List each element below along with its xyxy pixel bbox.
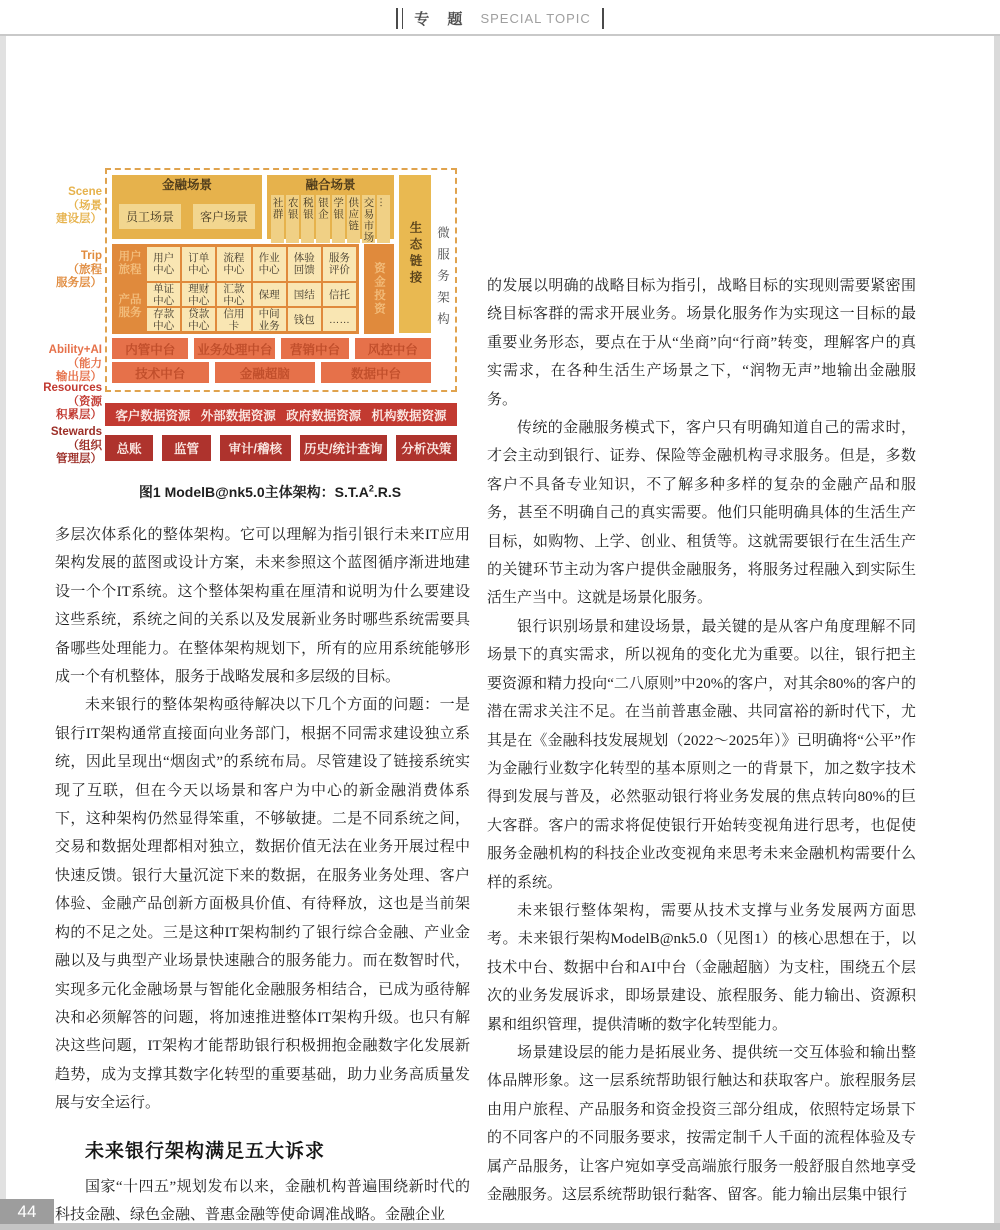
journey-cell: 服务评价 [323, 247, 356, 281]
layer-label-en: Stewards [50, 426, 102, 438]
layer-label-ability [40, 344, 102, 385]
resource-item: 机构数据资源 [371, 408, 447, 423]
journey-cell: 作业中心 [253, 247, 286, 281]
fusion-column-label: 供应链 [347, 197, 360, 232]
body-paragraph: 的发展以明确的战略目标为指引，战略目标的实现则需要紧密围绕目标客群的需求开展业务。场景化服务作为实现这一目标的最重要业务形态，要点在于从“坐商”向“行商”转变，理解客户的真实需求，在各种生活生产场景之下，“润物无声”地输出金融服务。 [487, 278, 916, 408]
ability-row-2 [112, 362, 431, 383]
body-paragraph: 场景建设层的能力是拓展业务、提供统一交互体验和输出整体品牌形象。这一层系统帮助银行触达和获取客户。旅程服务层由用户旅程、产品服务和资金投资三部分组成，依照特定场景下的不同客户的不同服务要求，按需定制千人千面的流程体验及专属产品服务，让客户宛如享受高端旅行服务一般舒服自然地享受金融服务。这层系统帮助银行黏客、留客。能力输出层集中银行 [487, 1044, 916, 1203]
steward-block: 分析决策 [396, 435, 457, 461]
ability-block: 内管中台 [112, 338, 188, 359]
product-cell: 贷款中心 [182, 308, 215, 331]
architecture-main-area [112, 175, 431, 385]
product-cell: …… [323, 308, 356, 331]
fusion-column-label: 税银 [301, 197, 314, 220]
resource-item: 政府数据资源 [286, 408, 362, 423]
eco-link-column [399, 175, 431, 333]
left-text-column [55, 521, 470, 1229]
ability-block: 营销中台 [281, 338, 348, 359]
fusion-column [332, 195, 345, 243]
product-cell: 存款中心 [147, 308, 180, 331]
body-paragraph: 国家“十四五”规划发布以来，金融机构普遍围绕新时代的科技金融、绿色金融、普惠金融等使命调准战略。金融企业 [55, 1178, 470, 1223]
financial-scene-block [112, 175, 262, 239]
fusion-scene-title: 融合场景 [305, 178, 356, 192]
header-single-bar-icon [602, 8, 604, 29]
scene-cell: 员工场景 [119, 204, 181, 229]
fusion-column-label: 银企 [316, 197, 329, 220]
fusion-column-label: 学银 [332, 197, 345, 220]
right-text-column [487, 272, 916, 1209]
layer-label-trip [40, 250, 102, 291]
figure-caption-text: 图1 ModelB@nk5.0主体架构：S.T.A [138, 484, 369, 500]
fusion-scene-columns [271, 195, 390, 243]
trip-layer-row [112, 244, 394, 334]
product-cell: 信托 [323, 283, 356, 306]
layer-label-en: Trip [80, 250, 102, 262]
page-edge-right [994, 36, 1000, 1230]
product-cell: 国结 [288, 283, 321, 306]
figure-caption-sup: 2 [368, 483, 374, 494]
micro-service-column [435, 175, 450, 385]
header-title-zh: 专 题 [414, 10, 470, 28]
product-cell: 钱包 [288, 308, 321, 331]
fusion-column [301, 195, 314, 243]
figure-caption [70, 482, 470, 502]
fusion-column [377, 195, 390, 243]
layer-label-zh: （组织 [67, 439, 102, 452]
layer-label-en: Scene [68, 186, 102, 198]
scene-trip-area [112, 175, 431, 333]
fusion-column [286, 195, 299, 243]
fusion-column-label: 交易市场 [362, 197, 375, 243]
resource-item: 外部数据资源 [200, 408, 276, 423]
product-cell: 理财中心 [182, 283, 215, 306]
product-cell: 信用卡 [217, 308, 250, 331]
layer-label-zh: （能力 [67, 357, 102, 370]
micro-service-label: 微服务架构 [435, 226, 450, 334]
layer-label-en: Resources [43, 382, 102, 394]
ability-block: 风控中台 [355, 338, 431, 359]
body-paragraph: 未来银行整体架构，需要从技术支撑与业务发展两方面思考。未来银行架构ModelB@nk5.0（见图1）的核心思想在于，以技术中台、数据中台和AI中台（金融超脑）为支柱，围绕五个层次的业务发展诉求，即场景建设、旅程服务、能力输出、资源积累和组织管理，提供清晰的数字化转型能力。 [487, 902, 916, 1033]
ability-block: 业务处理中台 [194, 338, 275, 359]
steward-block: 总账 [105, 435, 153, 461]
product-cell: 保理 [253, 283, 286, 306]
stewards-layer-row [105, 435, 457, 461]
scene-layer-row [112, 175, 394, 243]
fusion-column-label: … [377, 197, 390, 209]
layer-label-resources [40, 382, 102, 423]
layer-label-zh: （旅程 [67, 263, 102, 276]
body-paragraph: 传统的金融服务模式下，客户只有明确知道自己的需求时，才会主动到银行、证券、保险等金融机构寻求服务。但是，多数客户不具备专业知识，不了解多种多样的复杂的金融产品和服务，甚至不明确自己的真实需要。他们只能明确具体的生活生产目标，如购物、上学、创业、租赁等。这就需要银行在生活生产的关键环节主动为客户提供金融服务，将服务过程融入到实际生活生产当中。这就是场景化服务。 [487, 420, 916, 607]
fusion-column [347, 195, 360, 243]
journey-cell: 流程中心 [217, 247, 250, 281]
layer-label-zh: 建设层） [56, 213, 102, 225]
financial-scene-cells [119, 193, 255, 239]
resource-item: 客户数据资源 [115, 408, 191, 423]
layer-label-zh: 积累层） [56, 409, 102, 421]
header-title-en: SPECIAL TOPIC [480, 10, 591, 26]
journey-cell: 订单中心 [182, 247, 215, 281]
layer-label-zh: 服务层） [56, 277, 102, 289]
figure-caption-text: .R.S [373, 484, 402, 500]
layer-label-zh: （资源 [67, 395, 102, 408]
journey-cell: 体验回馈 [288, 247, 321, 281]
ability-block: 数据中台 [321, 362, 431, 383]
funds-investment-column [364, 244, 394, 334]
resources-layer-bar [105, 403, 457, 426]
body-paragraph: 未来银行的整体架构亟待解决以下几个方面的问题：一是银行IT架构通常直接面向业务部门，根据不同需求建设独立系统，因此呈现出“烟囱式”的系统布局。尽管建设了链接系统实现了互联，但在今天以场景和客户为中心的新金融消费体系下，这种架构仍然显得笨重，不够敏捷。二是不同系统之间，交易和数据处理都相对独立，数据价值无法在业务开展过程中快速反馈。银行大量沉淀下来的数据，在服务业务处理、客户体验、金融产品创新方面极具价值、有待释放，这也是当前架构的不足之处。三是这种IT架构制约了银行综合金融、产业金融以及与典型产业场景快速融合的服务能力。而在数智时代，实现多元化金融场景与智能化金融服务相结合，已成为亟待解决和必须解答的问题，将加速推进整体IT架构升级。也只有解决这些问题，IT架构才能帮助银行积极拥抱金融数字化发展新趋势，成为支撑其数字化转型的重要基础，助力业务高质量发展与安全运行。 [55, 697, 470, 1112]
header-rule [0, 34, 1000, 36]
layer-label-zh: （场景 [67, 199, 102, 212]
financial-scene-title: 金融场景 [161, 178, 212, 192]
layer-label-scene [40, 186, 102, 227]
fusion-column [362, 195, 375, 243]
body-paragraph: 银行识别场景和建设场景，最关键的是从客户角度理解不同场景下的真实需求，所以视角的变化尤为重要。以往，银行把主要资源和精力投向“二八原则”中20%的客户，对其余80%的客户的潜在需求关注不足。在当前普惠金融、共同富裕的新时代下，尤其是在《金融科技发展规划（2022～2025年）》已明确将“公平”作为金融行业数字化转型的基本原则之一的背景下，加之数字技术得到发展与普及，必然驱动银行将业务发展的焦点转向80%的巨大客群。客户的需求将促使银行开始转变视角进行思考，也促使服务金融机构的科技企业改变视角来思考未来金融机构需要什么样的系统。 [487, 618, 916, 891]
header-double-bar-icon [396, 8, 403, 29]
fusion-column-label: 社群 [271, 197, 284, 220]
steward-block: 审计/稽核 [220, 435, 291, 461]
figure-1 [40, 166, 472, 518]
layer-label-stewards [40, 426, 102, 467]
layer-label-zh: 管理层） [56, 453, 102, 465]
page-header [0, 5, 1000, 31]
page-edge-left [0, 36, 6, 1230]
ability-block: 技术中台 [112, 362, 209, 383]
layer-label-en: Ability+AI [48, 344, 102, 356]
trip-grid [112, 244, 359, 334]
scene-cell: 客户场景 [193, 204, 255, 229]
product-label: 产品服务 [118, 294, 142, 319]
section-heading: 未来银行架构满足五大诉求 [85, 1140, 326, 1162]
fusion-column [271, 195, 284, 243]
layer-label-zh: 输出层） [56, 371, 102, 383]
fusion-column [316, 195, 329, 243]
journey-label: 用户旅程 [118, 251, 142, 276]
product-cell: 汇款中心 [217, 283, 250, 306]
product-cell: 中间业务 [253, 308, 286, 331]
ability-block: 金融超脑 [215, 362, 315, 383]
ability-row-1 [112, 338, 431, 359]
fusion-scene-block [267, 175, 394, 243]
fusion-column-label: 农银 [286, 197, 299, 220]
scene-trip-stack [112, 175, 394, 333]
steward-block: 历史/统计查询 [300, 435, 387, 461]
journey-cell: 用户中心 [147, 247, 180, 281]
funds-investment-label: 资金投资 [373, 262, 385, 316]
page-number: 44 [0, 1199, 54, 1224]
architecture-dashed-frame [105, 168, 457, 392]
ability-layer [112, 338, 431, 383]
steward-block: 监管 [162, 435, 210, 461]
eco-link-label: 生态链接 [408, 221, 422, 287]
product-cell: 单证中心 [147, 283, 180, 306]
body-paragraph: 多层次体系化的整体架构。它可以理解为指引银行未来IT应用架构发展的蓝图或设计方案，未来参照这个蓝图循序渐进地建设一个个IT系统。这个整体架构重在厘清和说明为什么要建设这些系统，系统之间的关系以及发展新业务时哪些系统需要具备哪些处理能力。在整体架构规划下，所有的应用系统能够形成一个有机整体，服务于战略发展和多层级的目标。 [55, 527, 470, 686]
